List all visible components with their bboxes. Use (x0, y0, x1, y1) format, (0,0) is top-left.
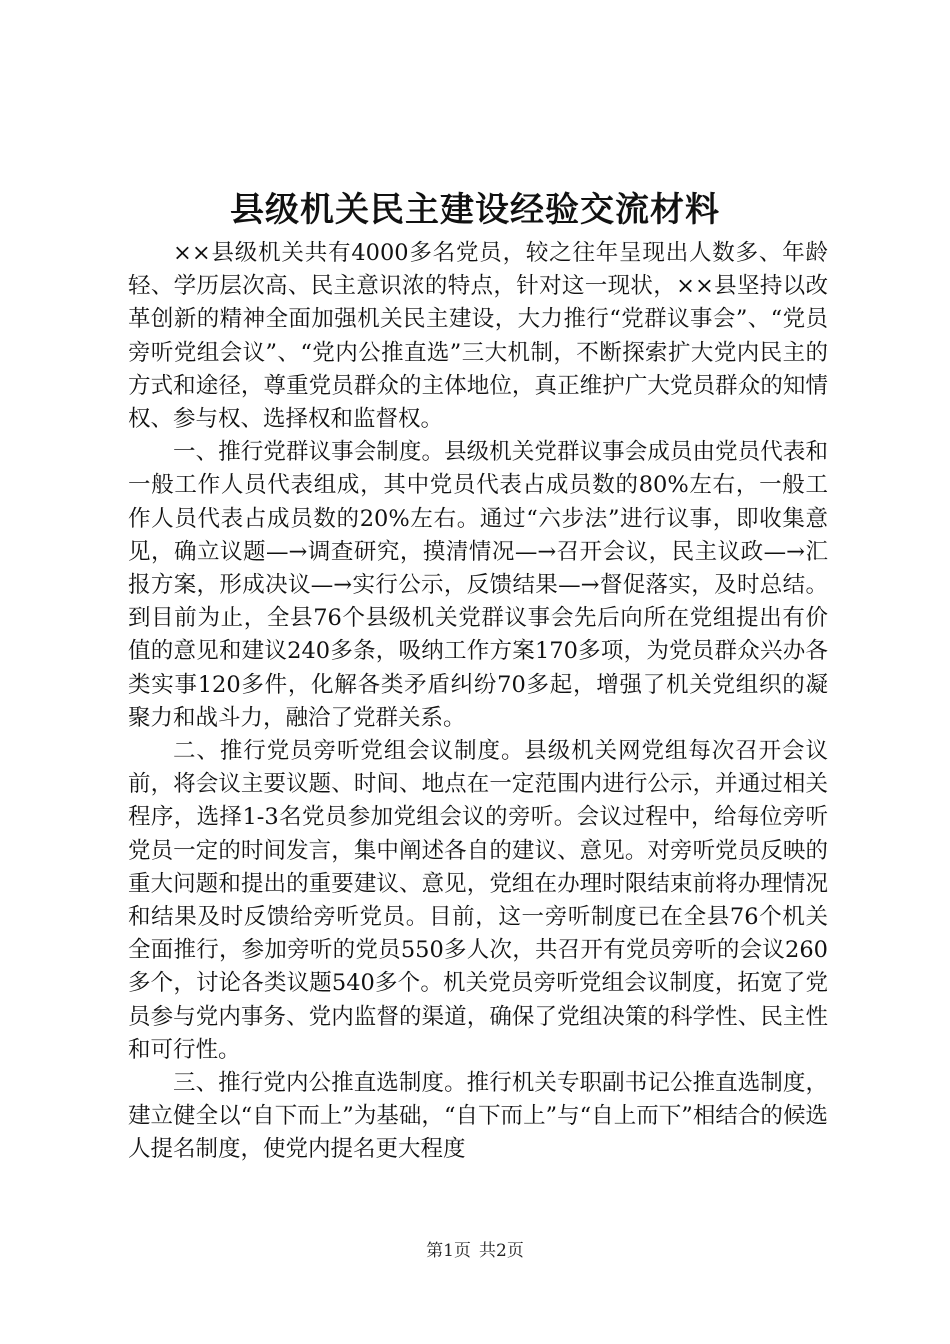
page-number: 第1页 (426, 1241, 471, 1261)
paragraph-section-2: 二、推行党员旁听党组会议制度。县级机关网党组每次召开会议前，将会议主要议题、时间、地点在一定范围内进行公示，并通过相关程序，选择1-3名党员参加党组会议的旁听。会议过程中，给每位旁听党员一定的时间发言，集中阐述各自的建议、意见。对旁听党员反映的重大问题和提出的重要建议、意见，党组在办理时限结束前将办理情况和结果及时反馈给旁听党员。目前，这一旁听制度已在全县76个机关全面推行，参加旁听的党员550多人次，共召开有党员旁听的会议260多个，讨论各类议题540多个。机关党员旁听党组会议制度，拓宽了党员参与党内事务、党内监督的渠道，确保了党组决策的科学性、民主性和可行性。 (128, 738, 828, 1063)
page-footer (0, 1240, 950, 1262)
paragraph-section-3: 三、推行党内公推直选制度。推行机关专职副书记公推直选制度，建立健全以“自下而上”为基础，“自下而上”与“自上而下”相结合的候选人提名制度，使党内提名更大程度 (128, 1070, 828, 1163)
paragraph-intro: ××县级机关共有4000多名党员，较之往年呈现出人数多、年龄轻、学历层次高、民主意识浓的特点，针对这一现状，××县坚持以改革创新的精神全面加强机关民主建设，大力推行“党群议事会”、“党员旁听党组会议”、“党内公推直选”三大机制，不断探索扩大党内民主的方式和途径，尊重党员群众的主体地位，真正维护广大党员群众的知情权、参与权、选择权和监督权。 (128, 240, 828, 433)
page-total: 共2页 (479, 1241, 524, 1261)
document-body (128, 237, 828, 1167)
paragraph-section-1: 一、推行党群议事会制度。县级机关党群议事会成员由党员代表和一般工作人员代表组成，其中党员代表占成员数的80%左右，一般工作人员代表占成员数的20%左右。通过“六步法”进行议事，即收集意见，确立议题—→调查研究，摸清情况—→召开会议，民主议政—→汇报方案，形成决议—→实行公示，反馈结果—→督促落实，及时总结。到目前为止，全县76个县级机关党群议事会先后向所在党组提出有价值的意见和建议240多条，吸纳工作方案170多项，为党员群众兴办各类实事120多件，化解各类矛盾纠纷70多起，增强了机关党组织的凝聚力和战斗力，融洽了党群关系。 (128, 439, 828, 731)
document-title: 县级机关民主建设经验交流材料 (230, 190, 720, 230)
